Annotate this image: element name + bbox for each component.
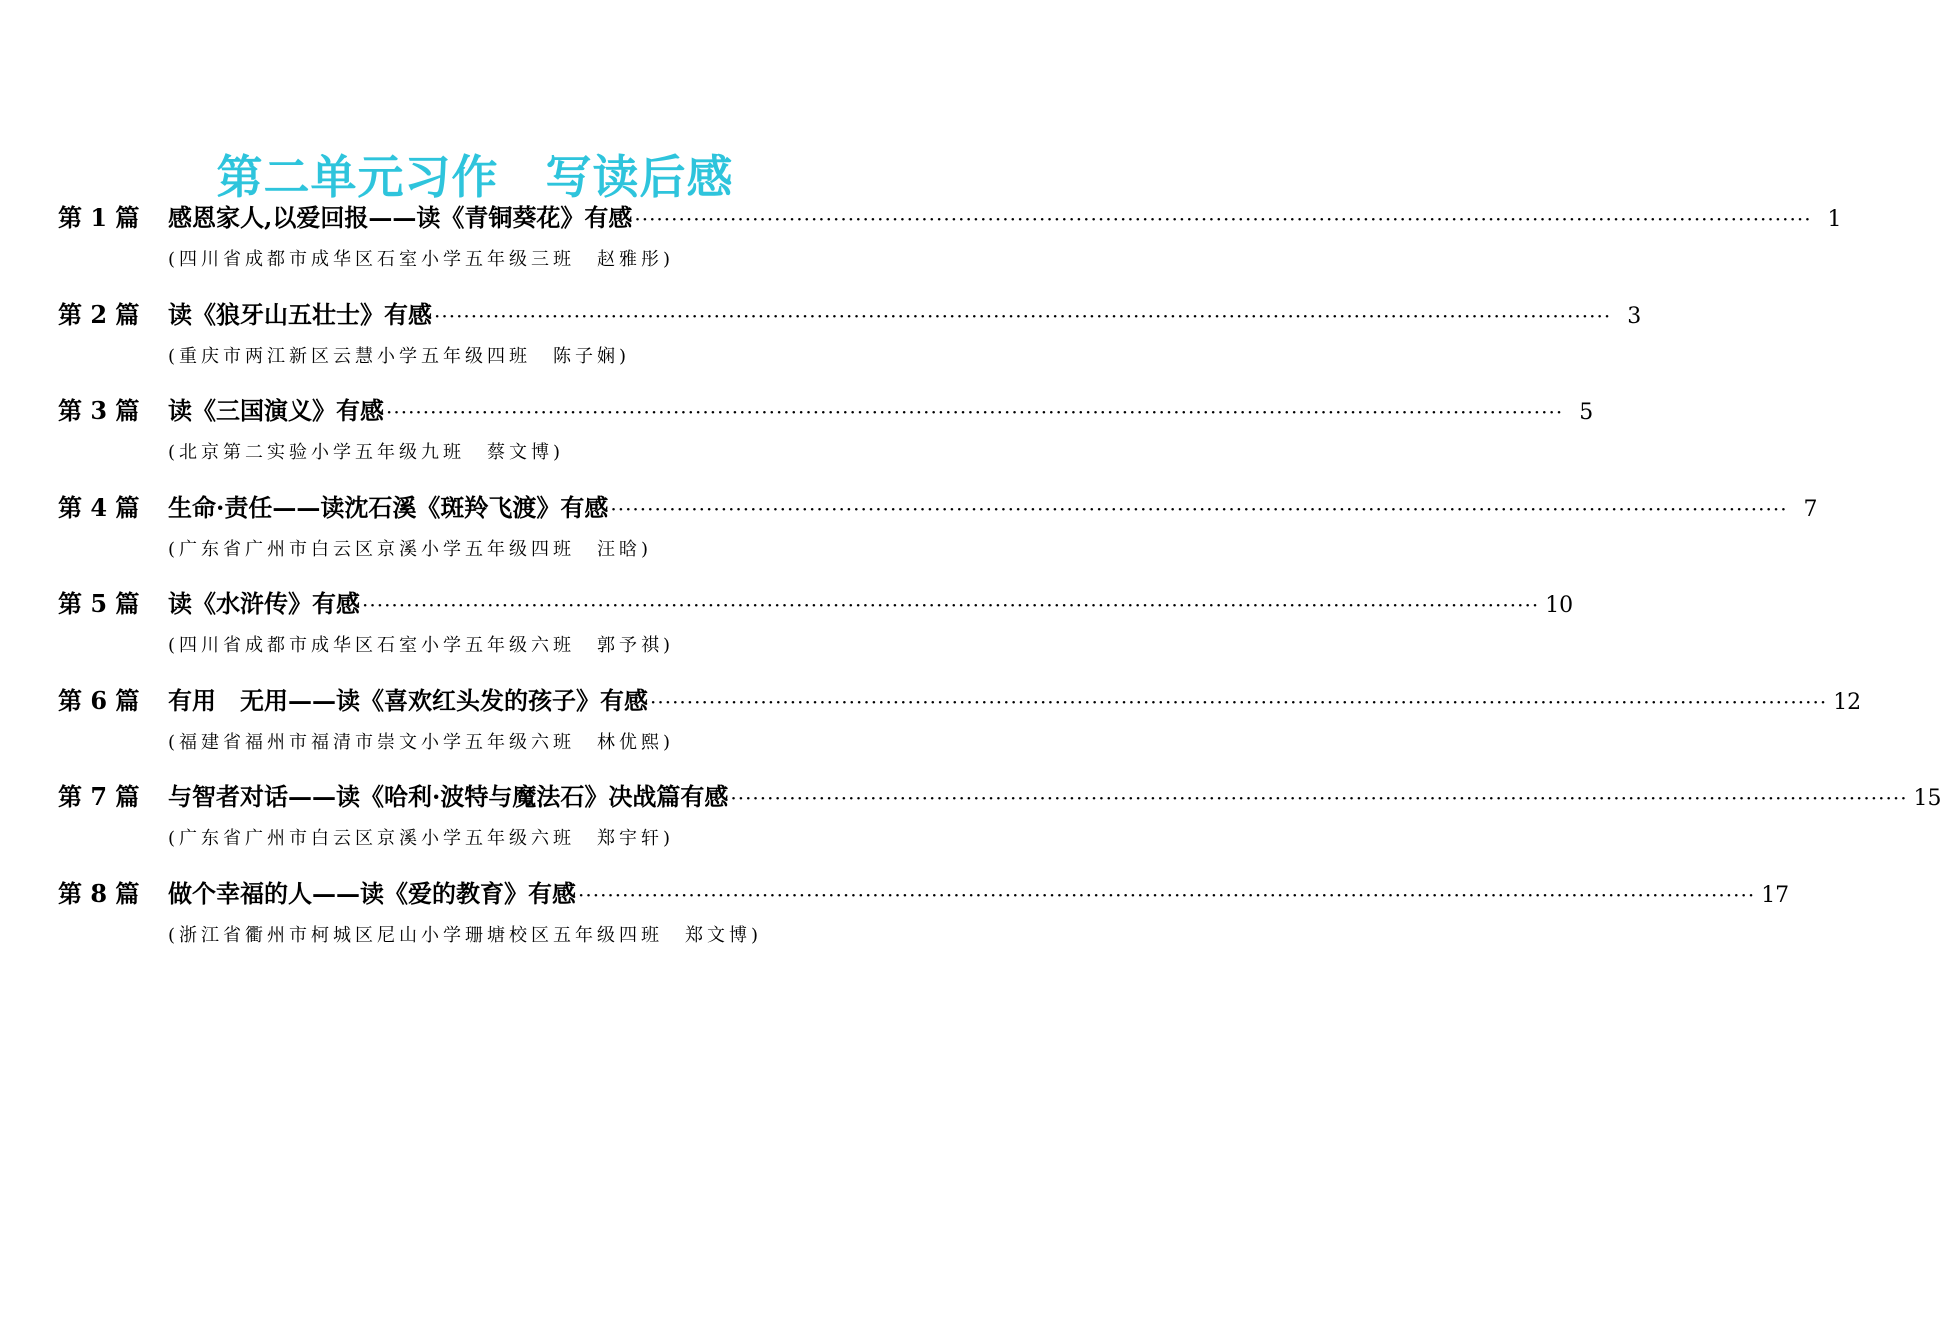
toc-entry[interactable] <box>58 293 1642 390</box>
entry-page-number: 3 <box>1627 303 1642 329</box>
entry-line <box>58 293 1642 337</box>
entry-page-number: 7 <box>1803 496 1818 522</box>
toc-entry[interactable] <box>58 872 1790 969</box>
table-of-contents <box>58 196 1942 968</box>
entry-number: 第 5 篇 <box>58 589 140 618</box>
dot-leader: ································································································································································ <box>730 786 1908 810</box>
entry-page-number: 12 <box>1833 689 1862 715</box>
dot-leader: ································································································································································ <box>362 593 1540 617</box>
entry-page-number: 1 <box>1827 207 1842 232</box>
entry-title: 生命·责任——读沈石溪《斑羚飞渡》有感 <box>168 492 609 522</box>
entry-page-number: 10 <box>1545 593 1574 618</box>
entry-title: 感恩家人,以爱回报——读《青铜葵花》有感 <box>168 203 633 232</box>
toc-entry[interactable] <box>58 582 1574 679</box>
entry-line <box>58 775 1942 819</box>
dot-leader: ································································································································································ <box>650 689 1828 714</box>
toc-entry[interactable] <box>58 486 1818 583</box>
entry-line <box>58 679 1862 723</box>
entry-number: 第 2 篇 <box>58 299 140 329</box>
entry-title: 与智者对话——读《哈利·波特与魔法石》决战篇有感 <box>168 782 729 811</box>
dot-leader: ································································································································································ <box>634 207 1812 231</box>
entry-title: 做个幸福的人——读《爱的教育》有感 <box>168 878 576 908</box>
toc-entry[interactable] <box>58 775 1942 872</box>
entry-title: 读《水浒传》有感 <box>168 589 360 618</box>
entry-line <box>58 872 1790 916</box>
entry-author: (重庆市两江新区云慧小学五年级四班 陈子娴) <box>168 345 631 367</box>
entry-page-number: 17 <box>1761 882 1790 908</box>
entry-author: (北京第二实验小学五年级九班 蔡文博) <box>168 442 565 463</box>
entry-line <box>58 196 1842 240</box>
entry-title: 有用 无用——读《喜欢红头发的孩子》有感 <box>168 685 648 715</box>
entry-line <box>58 582 1574 626</box>
entry-number: 第 4 篇 <box>58 492 140 522</box>
entry-author: (四川省成都市成华区石室小学五年级六班 郭予祺) <box>168 635 675 656</box>
dot-leader: ································································································································································ <box>578 882 1756 907</box>
entry-page-number: 5 <box>1579 400 1594 425</box>
page-title: 第二单元习作 写读后感 <box>216 149 734 204</box>
entry-author: (广东省广州市白云区京溪小学五年级六班 郑宇轩) <box>168 828 675 849</box>
entry-number: 第 7 篇 <box>58 782 140 811</box>
entry-number: 第 3 篇 <box>58 396 140 425</box>
entry-author: (浙江省衢州市柯城区尼山小学珊塘校区五年级四班 郑文博) <box>168 924 763 946</box>
dot-leader: ································································································································································ <box>434 303 1612 328</box>
toc-entry[interactable] <box>58 679 1862 776</box>
entry-title: 读《三国演义》有感 <box>168 396 384 425</box>
entry-author: (广东省广州市白云区京溪小学五年级四班 汪晗) <box>168 538 653 560</box>
entry-page-number: 15 <box>1913 786 1942 811</box>
entry-number: 第 6 篇 <box>58 685 140 715</box>
dot-leader: ································································································································································ <box>386 400 1564 424</box>
entry-author: (四川省成都市成华区石室小学五年级三班 赵雅彤) <box>168 249 675 270</box>
entry-title: 读《狼牙山五壮士》有感 <box>168 299 432 329</box>
entry-line <box>58 486 1818 530</box>
dot-leader: ································································································································································ <box>610 496 1788 521</box>
toc-entry[interactable] <box>58 196 1842 293</box>
entry-line <box>58 389 1594 433</box>
toc-entry[interactable] <box>58 389 1594 486</box>
entry-number: 第 8 篇 <box>58 878 140 908</box>
entry-number: 第 1 篇 <box>58 203 140 232</box>
entry-author: (福建省福州市福清市崇文小学五年级六班 林优熙) <box>168 731 675 753</box>
